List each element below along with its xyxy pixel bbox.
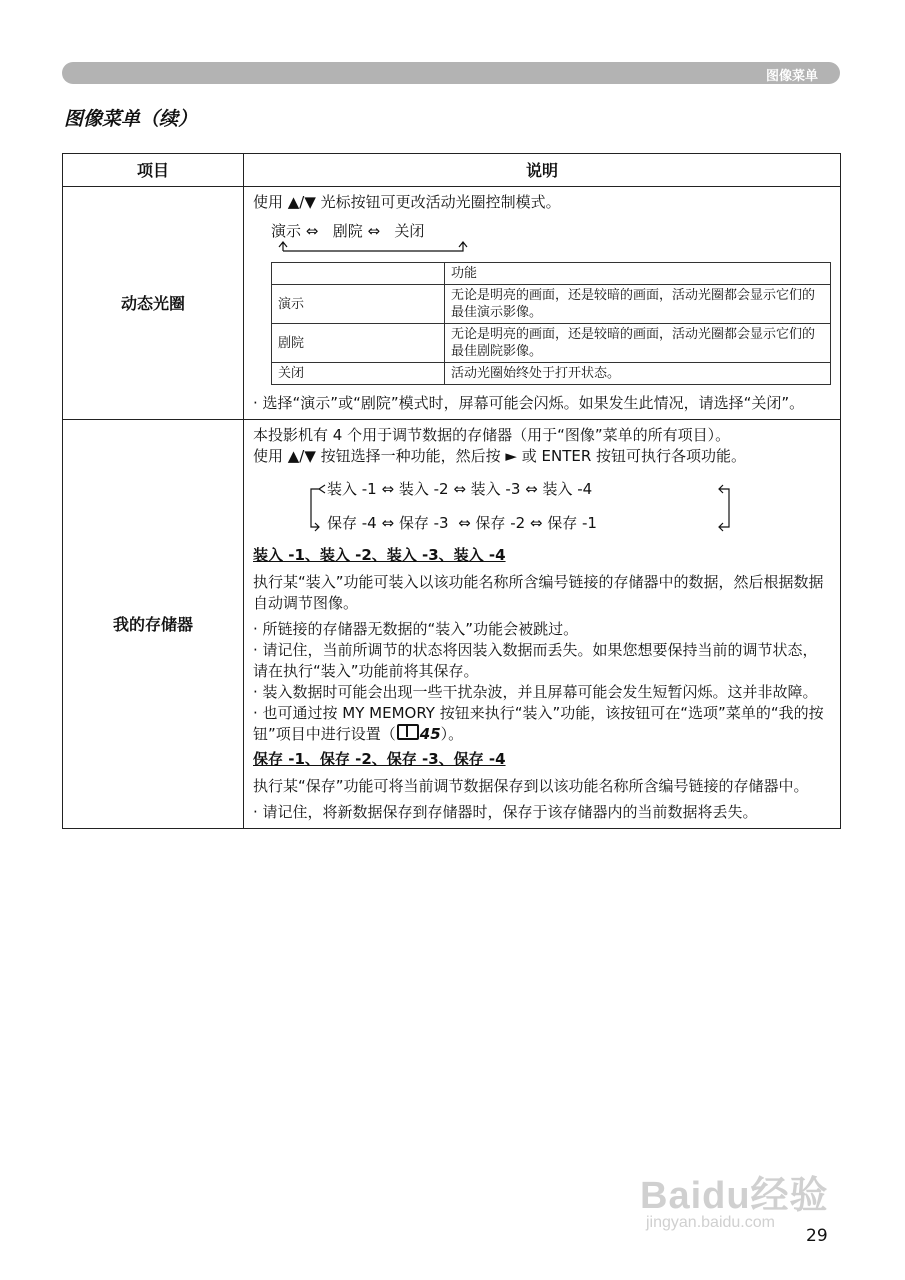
table-row: [63, 187, 841, 420]
sub-table-mode-name: 演示: [272, 285, 445, 324]
sub-table-row: [272, 363, 831, 385]
sub-table-mode-desc: 无论是明亮的画面，还是较暗的画面，活动光圈都会显示它们的最佳剧院影像。: [445, 324, 831, 363]
flow-mode-theater: 剧院: [332, 222, 363, 240]
item-description-active-iris: [244, 187, 841, 420]
load-note: · 请记住，当前所调节的状态将因装入数据而丢失。如果您想要保持当前的调节状态，请在执行“装入”功能前将其保存。: [253, 641, 818, 680]
load-heading: 装入 -1、装入 -2、装入 -3、装入 -4: [253, 546, 506, 564]
table-header-row: [63, 154, 841, 187]
sub-table-mode-name: 剧院: [272, 324, 445, 363]
save-description: 执行某“保存”功能可将当前调节数据保存到以该功能名称所含编号链接的存储器中。: [253, 777, 809, 795]
save-heading: 保存 -1、保存 -2、保存 -3、保存 -4: [253, 750, 506, 768]
sub-table-header-function: 功能: [445, 263, 831, 285]
page-title: 图像菜单（续）: [64, 108, 198, 130]
sub-table-row: [272, 285, 831, 324]
memory-cycle-diagram: [305, 477, 831, 539]
watermark-brand: Baidu经验: [640, 1175, 829, 1217]
sub-table-header-row: [272, 263, 831, 285]
flow-arrow-1: ⇔: [305, 222, 319, 240]
memory-save-sequence: 保存 -4 ⇔ 保存 -3 ⇔ 保存 -2 ⇔ 保存 -1: [327, 514, 597, 532]
mode-function-table: [271, 262, 831, 385]
settings-table: [62, 153, 841, 829]
load-description: 执行某“装入”功能可装入以该功能名称所含编号链接的存储器中的数据，然后根据数据自动调节图像。: [253, 573, 824, 612]
sub-table-row: [272, 324, 831, 363]
flow-arrow-2: ⇔: [367, 222, 381, 240]
page-reference-link[interactable]: 45: [419, 725, 441, 743]
memory-load-sequence: 装入 -1 ⇔ 装入 -2 ⇔ 装入 -3 ⇔ 装入 -4: [327, 480, 593, 498]
header-bar-title: 图像菜单: [765, 69, 818, 84]
load-note-my-button: [253, 703, 831, 745]
page-number: 29: [806, 1226, 828, 1246]
sub-table-mode-desc: 无论是明亮的画面，还是较暗的画面，活动光圈都会显示它们的最佳演示影像。: [445, 285, 831, 324]
flow-mode-presentation: 演示: [271, 222, 302, 240]
sub-table-mode-name: 关闭: [272, 363, 445, 385]
flow-mode-off: 关闭: [394, 222, 425, 240]
sub-table-mode-desc: 活动光圈始终处于打开状态。: [445, 363, 831, 385]
column-header-description: 说明: [244, 154, 841, 187]
book-reference-icon: [397, 724, 419, 740]
table-row: [63, 420, 841, 829]
sub-table-blank-cell: [272, 263, 445, 285]
item-name-active-iris: 动态光圈: [63, 187, 244, 420]
description-note: · 选择“演示”或“剧院”模式时，屏幕可能会闪烁。如果发生此情况，请选择“关闭”。: [253, 394, 805, 412]
load-note-text: · 也可通过按 MY MEMORY 按钮来执行“装入”功能，该按钮可在“选项”菜单的“我的按钮”项目中进行设置（: [253, 704, 824, 743]
load-note: · 装入数据时可能会出现一些干扰杂波，并且屏幕可能会发生短暂闪烁。这并非故障。: [253, 683, 818, 701]
load-note: · 所链接的存储器无数据的“装入”功能会被跳过。: [253, 620, 579, 638]
cycle-return-arrow-icon: [271, 240, 471, 252]
description-intro-2: 使用 ▲/▼ 按钮选择一种功能，然后按 ► 或 ENTER 按钮可执行各项功能。: [253, 447, 747, 465]
description-intro-1: 本投影机有 4 个用于调节数据的存储器（用于“图像”菜单的所有项目）。: [253, 426, 731, 444]
header-bar: [62, 62, 840, 84]
mode-cycle-diagram: [271, 221, 831, 252]
column-header-item: 项目: [63, 154, 244, 187]
item-description-my-memory: [244, 420, 841, 829]
description-intro: 使用 ▲/▼ 光标按钮可更改活动光圈控制模式。: [253, 193, 561, 211]
item-name-my-memory: 我的存储器: [63, 420, 244, 829]
watermark-url: jingyan.baidu.com: [646, 1214, 775, 1231]
load-note-end: ）。: [440, 725, 464, 743]
save-note: · 请记住，将新数据保存到存储器时，保存于该存储器内的当前数据将丢失。: [253, 803, 758, 821]
